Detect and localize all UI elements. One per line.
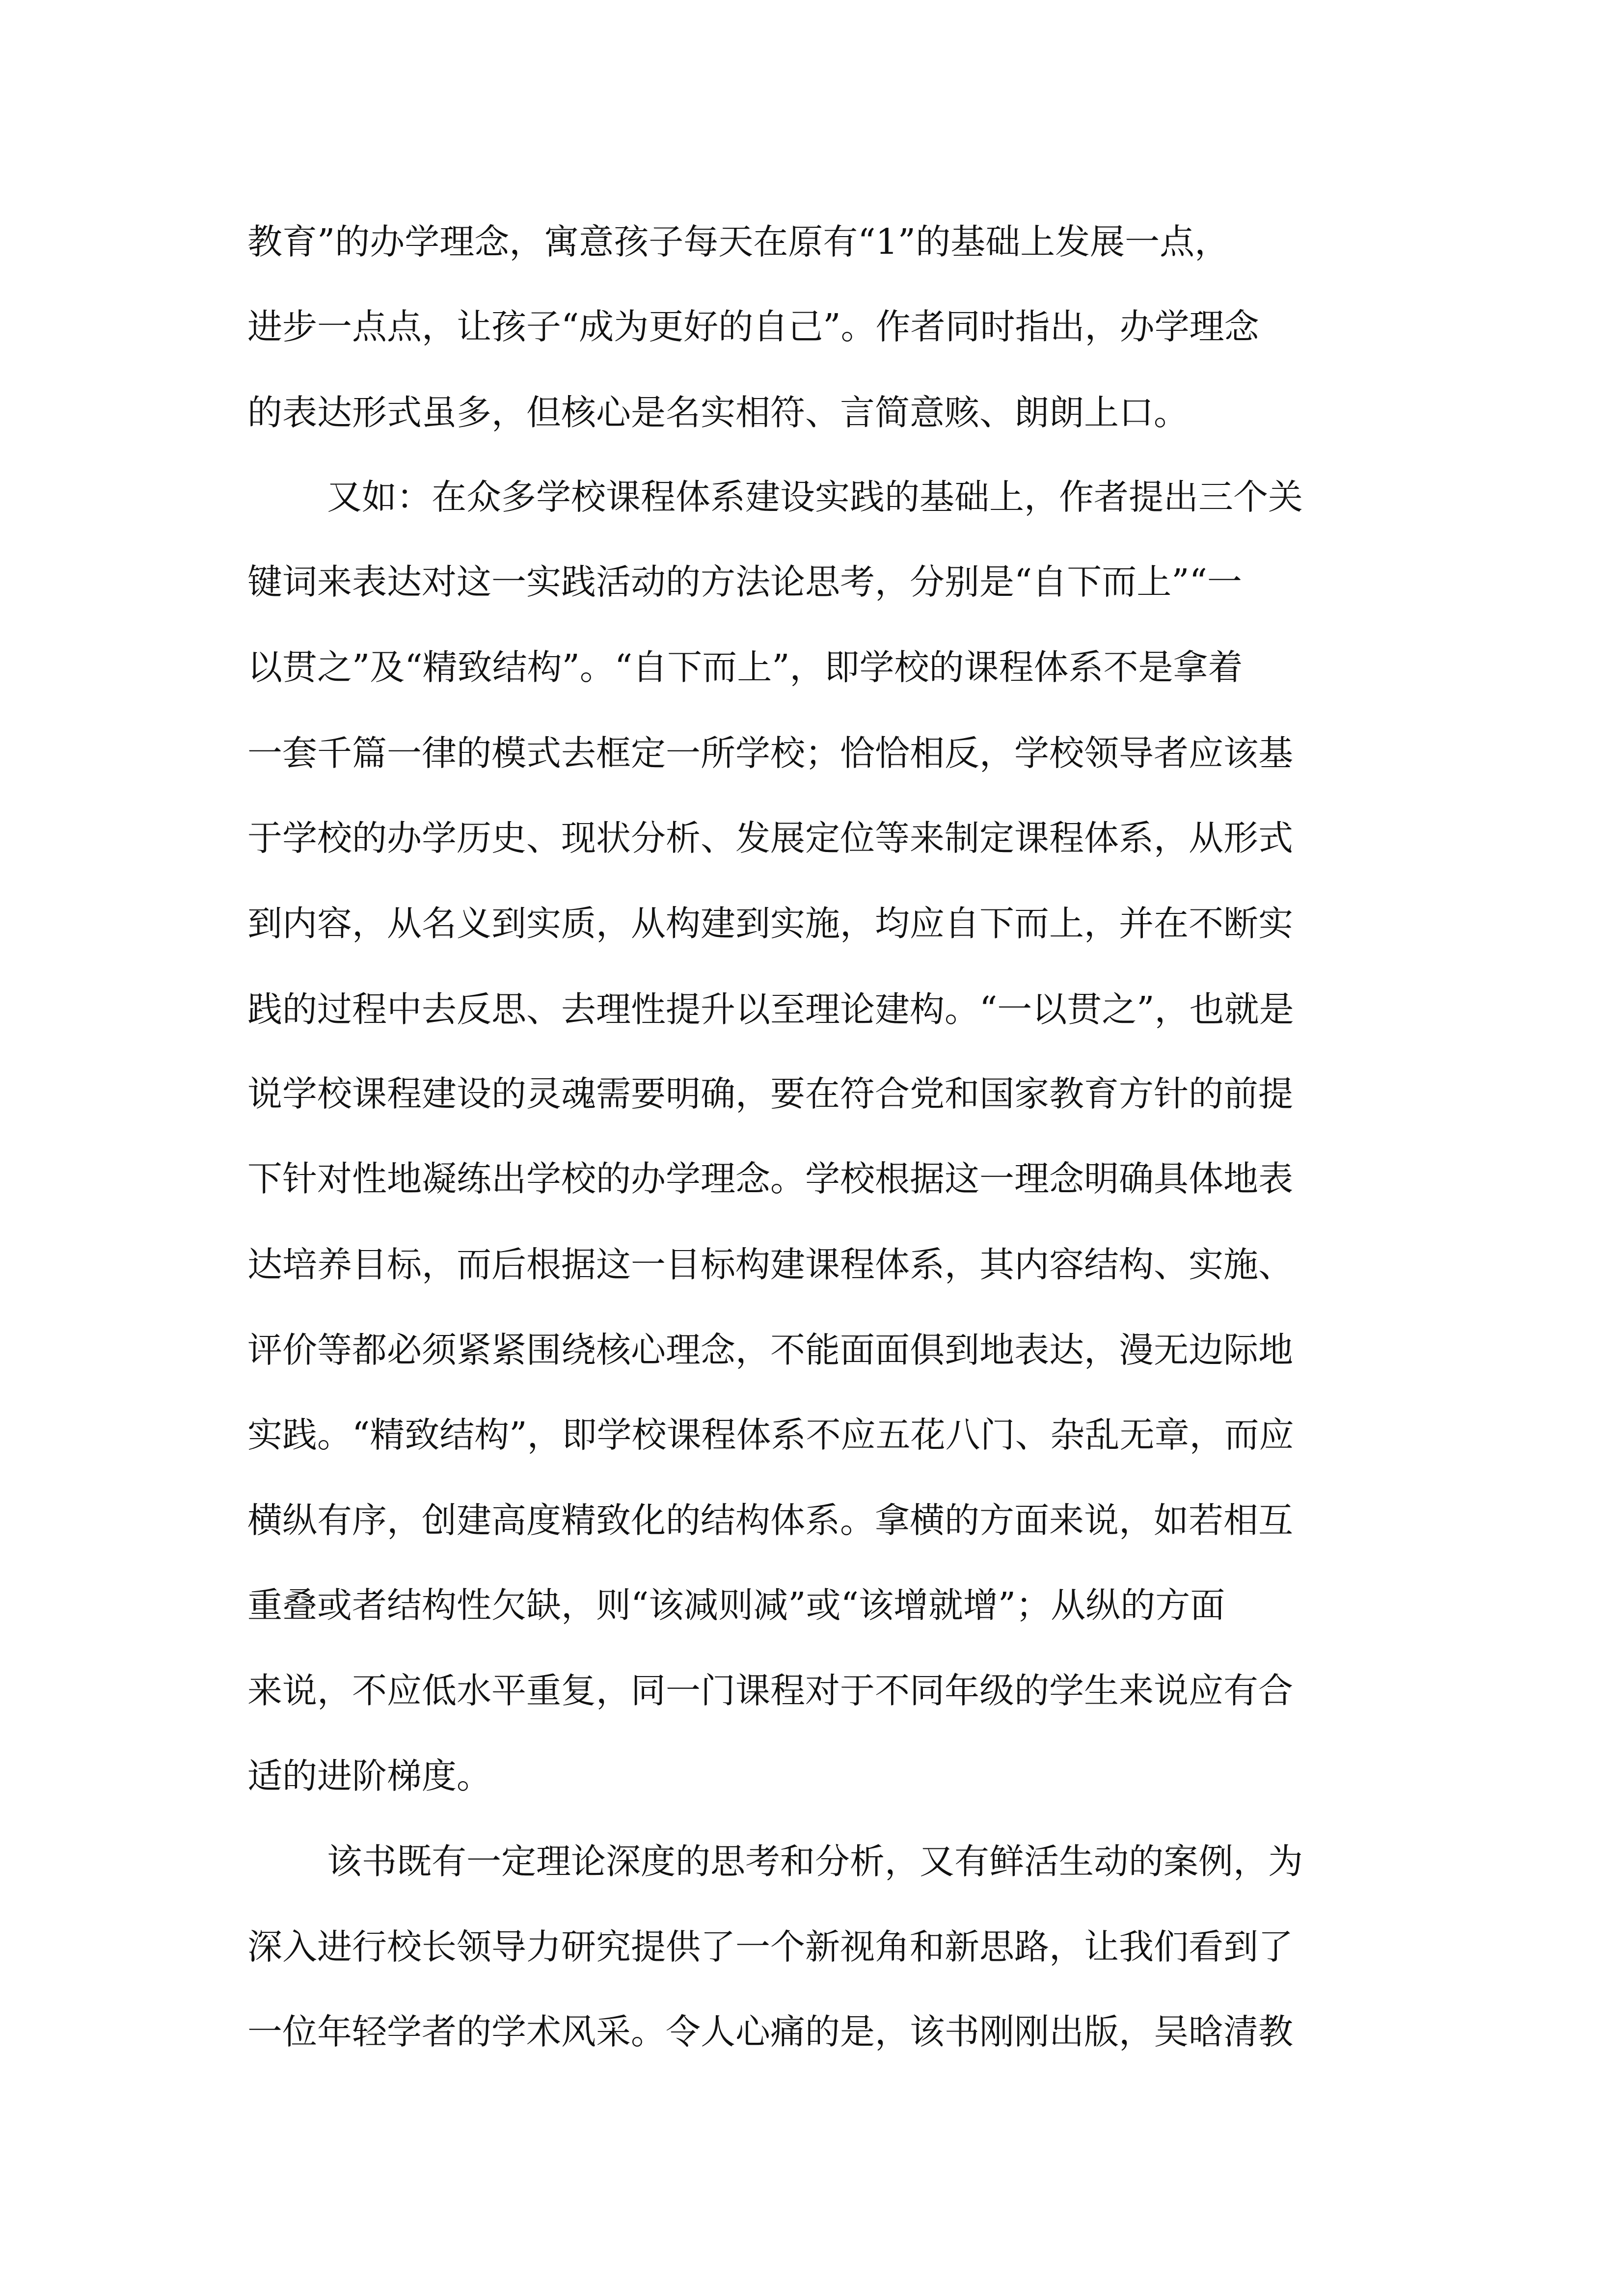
text-line: 以贯之”及“精致结构”。“自下而上”，即学校的课程体系不是拿着 <box>247 647 1243 688</box>
text-line: 横纵有序，创建高度精致化的结构体系。拿横的方面来说，如若相互 <box>247 1500 1294 1541</box>
text-line: 说学校课程建设的灵魂需要明确，要在符合党和国家教育方针的前提 <box>247 1073 1294 1114</box>
text-line: 教育”的办学理念，寓意孩子每天在原有“1”的基础上发展一点， <box>247 221 1230 262</box>
text-line: 来说，不应低水平重复，同一门课程对于不同年级的学生来说应有合 <box>247 1670 1294 1711</box>
text-line: 一套千篇一律的模式去框定一所学校；恰恰相反，学校领导者应该基 <box>247 733 1294 774</box>
text-line: 一位年轻学者的学术风采。令人心痛的是，该书刚刚出版，吴晗清教 <box>247 2011 1294 2052</box>
text-line: 于学校的办学历史、现状分析、发展定位等来制定课程体系，从形式 <box>247 818 1294 858</box>
text-line: 适的进阶梯度。 <box>247 1756 492 1796</box>
text-line: 到内容，从名义到实质，从构建到实施，均应自下而上，并在不断实 <box>247 903 1294 944</box>
text-line: 践的过程中去反思、去理性提升以至理论建构。“一以贯之”，也就是 <box>247 989 1294 1030</box>
text-line: 深入进行校长领导力研究提供了一个新视角和新思路，让我们看到了 <box>247 1926 1294 1967</box>
text-line: 键词来表达对这一实践活动的方法论思考，分别是“自下而上”“一 <box>247 561 1242 602</box>
text-line: 实践。“精致结构”，即学校课程体系不应五花八门、杂乱无章，而应 <box>247 1415 1294 1455</box>
text-line: 重叠或者结构性欠缺，则“该减则减”或“该增就增”；从纵的方面 <box>247 1585 1225 1626</box>
text-line: 达培养目标，而后根据这一目标构建课程体系，其内容结构、实施、 <box>247 1244 1294 1285</box>
text-line: 的表达形式虽多，但核心是名实相符、言简意赅、朗朗上口。 <box>247 392 1189 433</box>
text-line: 进步一点点，让孩子“成为更好的自己”。作者同时指出，办学理念 <box>247 306 1259 347</box>
paragraph-start-line: 该书既有一定理论深度的思考和分析，又有鲜活生动的案例，为 <box>327 1841 1303 1882</box>
text-line: 评价等都必须紧紧围绕核心理念，不能面面俱到地表达，漫无边际地 <box>247 1330 1294 1370</box>
paragraph-start-line: 又如：在众多学校课程体系建设实践的基础上，作者提出三个关 <box>327 477 1303 517</box>
text-line: 下针对性地凝练出学校的办学理念。学校根据这一理念明确具体地表 <box>247 1158 1294 1199</box>
